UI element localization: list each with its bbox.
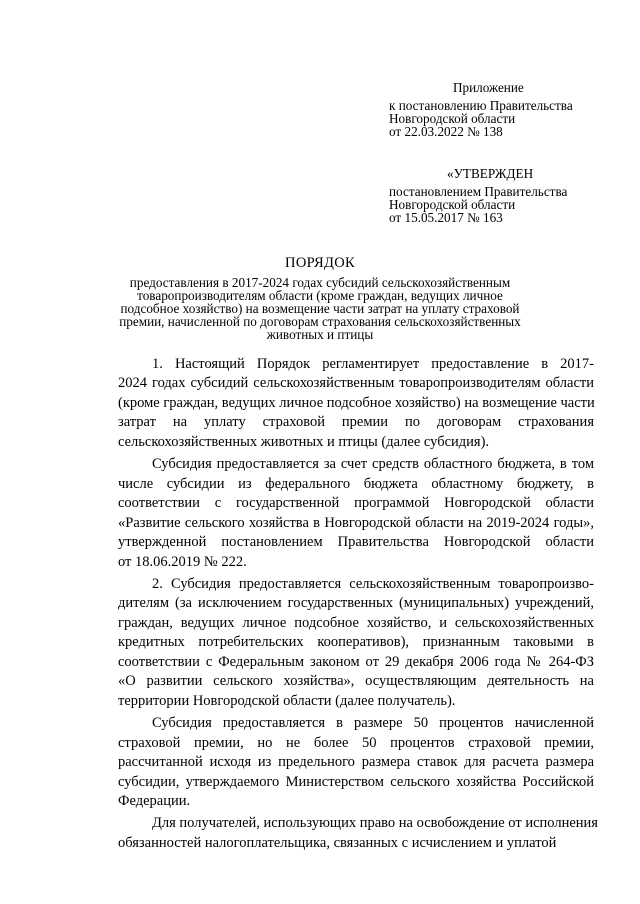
paragraph-line: «О развитии сельского хозяйства», осуществляющим деятельность на	[118, 673, 594, 690]
paragraph-line: рассчитанной исходя из предельного размера ставок для расчета размера	[118, 754, 594, 771]
body-paragraph	[118, 714, 594, 811]
paragraph-line: соответствии с государственной программой Новгородской области	[118, 495, 594, 512]
paragraph-line: затрат на уплату страховой премии по договорам страхования	[118, 414, 594, 431]
paragraph-line: 2. Субсидия предоставляется сельскохозяйственным товаропроизво-	[152, 575, 594, 592]
annex-reference	[389, 99, 573, 138]
subtitle-line: премии, начисленной по договорам страхования сельскохозяйственных	[119, 314, 521, 329]
document-body	[118, 355, 598, 856]
paragraph-line: Субсидия предоставляется за счет средств областного бюджета, в том	[152, 456, 594, 473]
paragraph-line: от 18.06.2019 № 222.	[118, 553, 247, 570]
approved-title-line: «УТВЕРЖДЕН	[447, 166, 534, 181]
paragraph-line: Для получателей, использующих право на освобождение от исполнения	[152, 815, 598, 832]
paragraph-line: дителям (за исключением государственных (муниципальных) учреждений,	[118, 595, 594, 612]
approved-reference-line: Новгородской области	[389, 197, 516, 212]
paragraph-line: 2024 годах субсидий сельскохозяйственным товаропроизводителям области	[118, 375, 594, 392]
annex-reference-line: от 22.03.2022 № 138	[389, 124, 503, 139]
annex-title-line: Приложение	[453, 80, 524, 95]
subtitle-line: подсобное хозяйство) на возмещение части затрат на уплату страховой	[120, 301, 520, 316]
paragraph-line: 1. Настоящий Порядок регламентирует предоставление в 2017-	[152, 356, 594, 372]
approved-reference-line: от 15.05.2017 № 163	[389, 210, 503, 225]
body-paragraph	[118, 814, 598, 853]
paragraph-line: граждан, ведущих личное подсобное хозяйство, и сельскохозяйственных	[118, 614, 594, 631]
paragraph-line: страховой премии, но не более 50 процентов страховой премии,	[118, 734, 594, 751]
paragraph-line: субсидии, утверждаемого Министерством сельского хозяйства Российской	[118, 773, 594, 790]
annex-title	[453, 81, 524, 94]
approved-reference	[389, 185, 567, 224]
annex-reference-line: Новгородской области	[389, 111, 516, 126]
document-subtitle	[0, 276, 640, 341]
body-paragraph	[118, 355, 594, 452]
annex-reference-line: к постановлению Правительства	[389, 98, 573, 113]
paragraph-line: числе субсидии из федерального бюджета областному бюджету, в	[118, 475, 594, 492]
paragraph-line: кредитных потребительских кооперативов), признанным таковыми в	[118, 634, 594, 651]
paragraph-line: утвержденной постановлением Правительства Новгородской области	[118, 534, 594, 551]
subtitle-line: предоставления в 2017-2024 годах субсидий сельскохозяйственным	[129, 275, 511, 290]
paragraph-line: «Развитие сельского хозяйства в Новгородской области на 2019-2024 годы»,	[118, 514, 594, 531]
paragraph-line: соответствии с Федеральным законом от 29 декабря 2006 года № 264-ФЗ	[118, 653, 594, 670]
paragraph-line: Федерации.	[118, 792, 191, 809]
paragraph-line: сельскохозяйственных животных и птицы (далее субсидия).	[118, 433, 490, 450]
paragraph-line: обязанностей налогоплательщика, связанных с исчислением и уплатой	[118, 834, 557, 851]
document-title: ПОРЯДОК	[285, 255, 355, 271]
body-paragraph	[118, 455, 594, 572]
approved-reference-line: постановлением Правительства	[389, 184, 568, 199]
approved-title	[447, 167, 533, 180]
body-paragraph	[118, 575, 594, 711]
paragraph-line: территории Новгородской области (далее получатель).	[118, 692, 456, 709]
subtitle-line: товаропроизводителям области (кроме граждан, ведущих личное	[137, 288, 503, 303]
paragraph-line: Субсидия предоставляется в размере 50 процентов начисленной	[152, 715, 594, 732]
subtitle-line: животных и птицы	[266, 327, 374, 342]
paragraph-line: (кроме граждан, ведущих личное подсобное хозяйство) на возмещение части	[118, 394, 595, 411]
